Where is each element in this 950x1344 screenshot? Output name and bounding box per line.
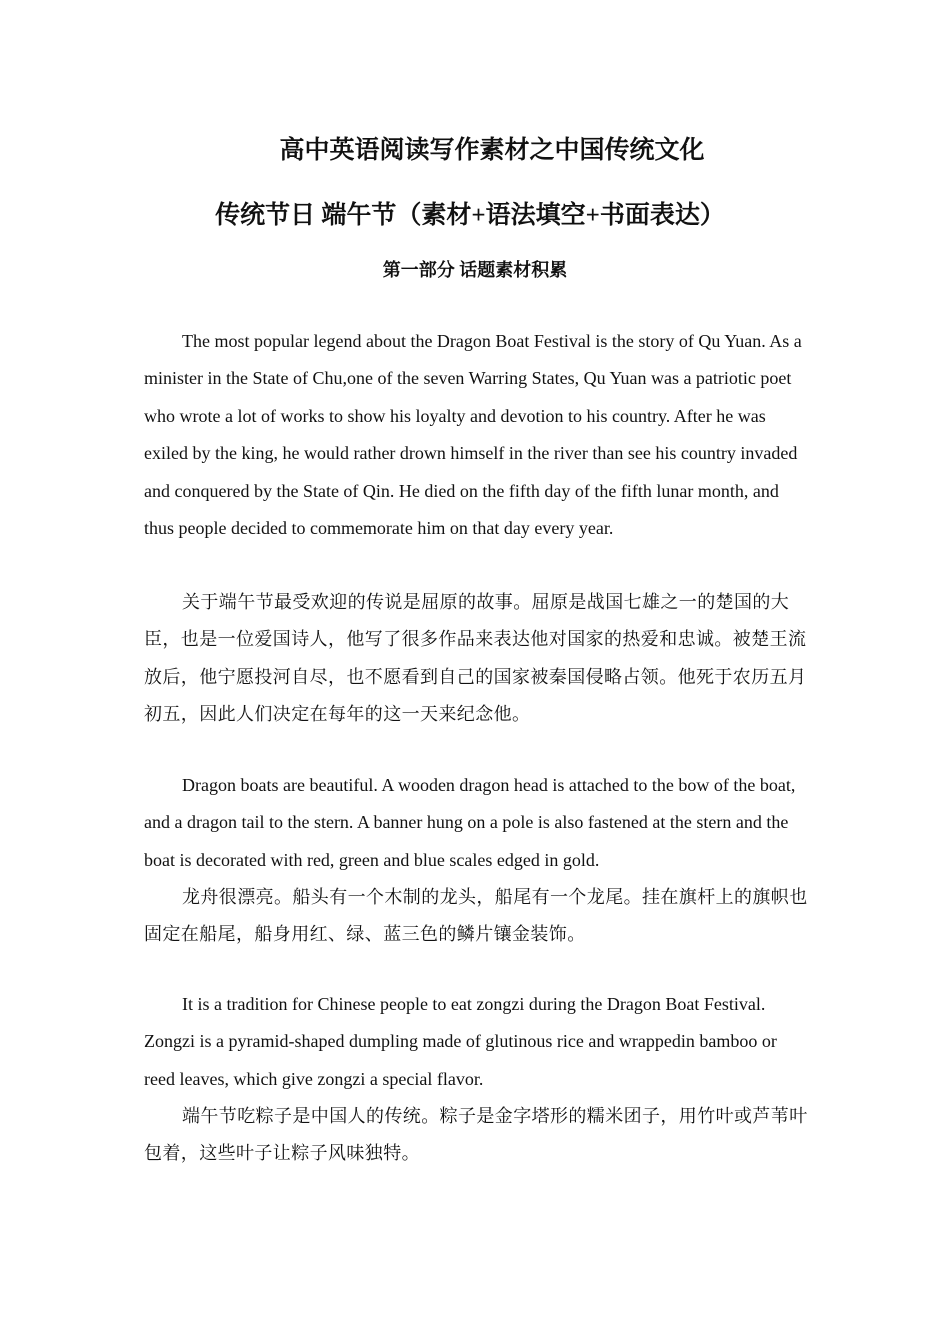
section-heading: 第一部分 话题素材积累 [382, 260, 568, 280]
paragraph-english-1: The most popular legend about the Dragon Boat Festival is the story of Qu Yuan. As a minister in the State of Chu,one of the seven Warring States, Qu Yuan was a patriotic poet who wrote a lot of works to show his loyalty and devotion to his country. After he was exiled by the king, he would rather drown himself in the river than see his country invaded and conquered by the State of Qin. He died on the fifth day of the fifth lunar month, and thus people decided to commemorate him on that day every year. [144, 331, 802, 539]
paragraph-chinese-1: 关于端午节最受欢迎的传说是屈原的故事。屈原是战国七雄之一的楚国的大臣，也是一位爱国诗人，他写了很多作品来表达他对国家的热爱和忠诚。被楚王流放后，他宁愿投河自尽，也不愿看到自己的国家被秦国侵略占领。他死于农历五月初五，因此人们决定在每年的这一天来纪念他。 [144, 592, 807, 725]
document-subtitle: 传统节日 端午节（素材+语法填空+书面表达） [215, 202, 725, 229]
paragraph-english-2: Dragon boats are beautiful. A wooden dragon head is attached to the bow of the boat, and a dragon tail to the stern. A banner hung on a pole is also fastened at the stern and the boat is decorated with red, green and blue scales edged in gold. [144, 775, 796, 870]
paragraph-chinese-2: 龙舟很漂亮。船头有一个木制的龙头，船尾有一个龙尾。挂在旗杆上的旗帜也固定在船尾，船身用红、绿、蓝三色的鳞片镶金装饰。 [144, 887, 808, 945]
document-title: 高中英语阅读写作素材之中国传统文化 [279, 137, 705, 164]
paragraph-english-3: It is a tradition for Chinese people to eat zongzi during the Dragon Boat Festival. Zongzi is a pyramid-shaped dumpling made of glutinous rice and wrappedin bamboo or reed leaves, which give zongzi a special flavor. [144, 994, 777, 1089]
paragraph-chinese-3: 端午节吃粽子是中国人的传统。粽子是金字塔形的糯米团子，用竹叶或芦苇叶包着，这些叶子让粽子风味独特。 [144, 1106, 808, 1164]
